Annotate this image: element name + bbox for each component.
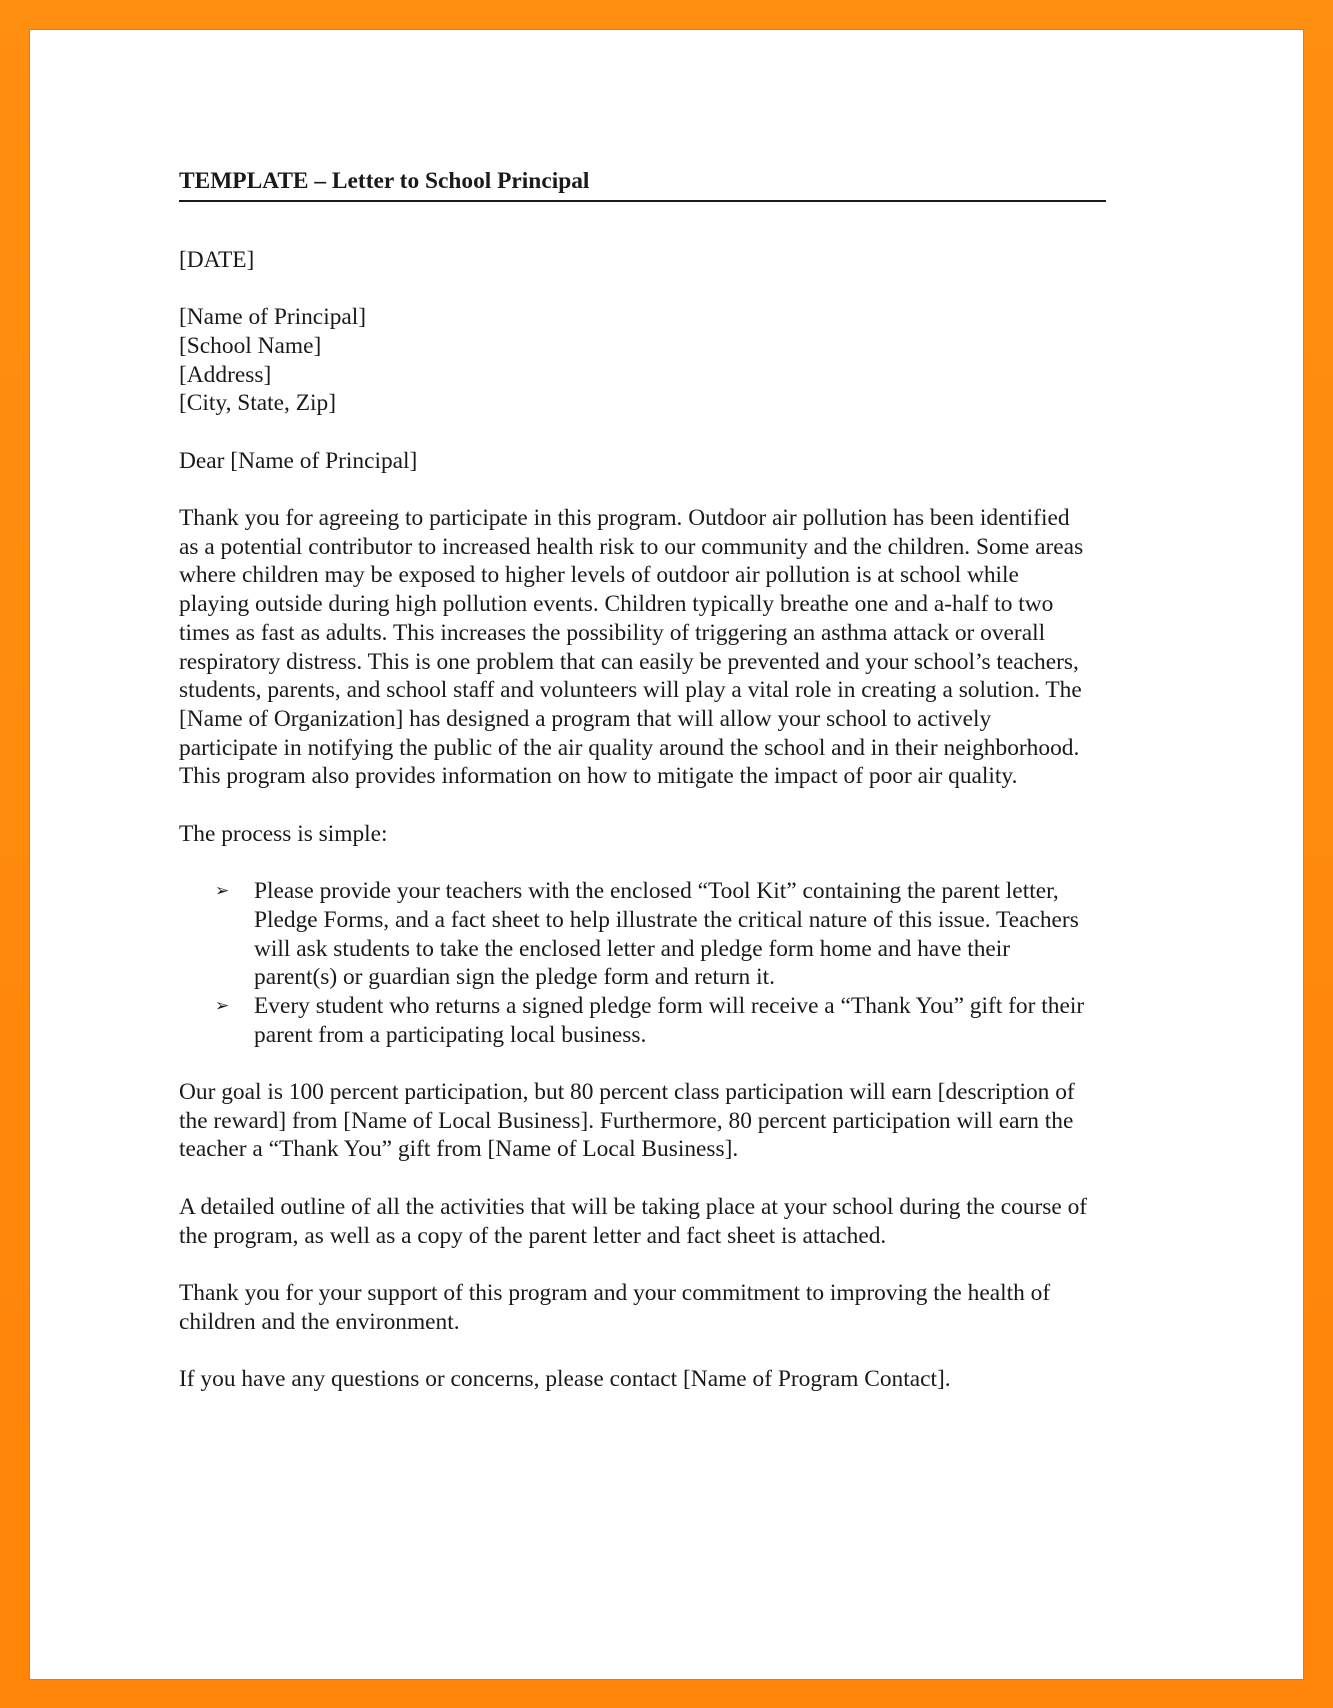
paragraph-line: Thank you for your support of this program and your commitment to improving the health of (179, 1279, 1051, 1306)
paragraph-line: the reward] from [Name of Local Business]. Furthermore, 80 percent participation will earn the (179, 1107, 1074, 1134)
letter-content (179, 167, 1179, 1422)
outline-paragraph (179, 1193, 1179, 1250)
letter-page (29, 29, 1304, 1680)
intro-paragraph (179, 504, 1179, 791)
paragraph-line: respiratory distress. This is one problem that can easily be prevented and your school’s teachers, (179, 648, 1079, 675)
paragraph-line: Thank you for agreeing to participate in this program. Outdoor air pollution has been identified (179, 504, 1070, 531)
arrow-bullet-icon: ➢ (215, 995, 230, 1016)
paragraph-line: children and the environment. (179, 1308, 460, 1335)
address-line: [School Name] (179, 332, 322, 359)
bullet-line: parent from a participating local business. (254, 1021, 647, 1048)
paragraph-line: This program also provides information on how to mitigate the impact of poor air quality. (179, 763, 1018, 790)
paragraph-line: playing outside during high pollution events. Children typically breathe one and a-half to two (179, 591, 1054, 618)
salutation: Dear [Name of Principal] (179, 447, 418, 474)
date-line: [DATE] (179, 246, 255, 273)
bullet-line: will ask students to take the enclosed letter and pledge form home and have their (254, 935, 1011, 962)
list-item (179, 992, 1179, 1049)
paragraph-line: times as fast as adults. This increases the possibility of triggering an asthma attack or overall (179, 619, 1046, 646)
bullet-line: Every student who returns a signed pledge form will receive a “Thank You” gift for their (254, 992, 1085, 1019)
paragraph-line: [Name of Organization] has designed a program that will allow your school to actively (179, 705, 992, 732)
paragraph-line: students, parents, and school staff and volunteers will play a vital role in creating a solution. The (179, 677, 1082, 704)
paragraph-line: Our goal is 100 percent participation, but 80 percent class participation will earn [description of (179, 1079, 1075, 1105)
title-block (179, 167, 1106, 202)
paragraph-line: teacher a “Thank You” gift from [Name of Local Business]. (179, 1136, 739, 1163)
address-line: [Name of Principal] (179, 304, 367, 331)
paragraph-line: participate in notifying the public of the air quality around the school and in their neighborhood. (179, 734, 1080, 761)
document-title: TEMPLATE – Letter to School Principal (179, 168, 590, 194)
list-item (179, 877, 1179, 992)
paragraph-line: A detailed outline of all the activities that will be taking place at your school during the course of (179, 1193, 1088, 1220)
bullet-line: parent(s) or guardian sign the pledge form and return it. (254, 964, 775, 991)
recipient-address (179, 303, 1179, 418)
bullet-line: Please provide your teachers with the enclosed “Tool Kit” containing the parent letter, (254, 878, 1059, 905)
contact-paragraph: If you have any questions or concerns, please contact [Name of Program Contact]. (179, 1365, 951, 1392)
paragraph-line: where children may be exposed to higher levels of outdoor air pollution is at school while (179, 562, 1019, 589)
process-heading: The process is simple: (179, 820, 388, 847)
paragraph-line: the program, as well as a copy of the parent letter and fact sheet is attached. (179, 1222, 887, 1249)
thanks-paragraph (179, 1279, 1179, 1336)
bullet-line: Pledge Forms, and a fact sheet to help illustrate the critical nature of this issue. Teachers (254, 906, 1079, 933)
paragraph-line: as a potential contributor to increased health risk to our community and the children. Some areas (179, 533, 1084, 560)
goal-paragraph (179, 1078, 1179, 1164)
address-line: [City, State, Zip] (179, 390, 336, 417)
address-line: [Address] (179, 361, 272, 388)
process-list (179, 877, 1179, 1049)
arrow-bullet-icon: ➢ (215, 881, 230, 902)
